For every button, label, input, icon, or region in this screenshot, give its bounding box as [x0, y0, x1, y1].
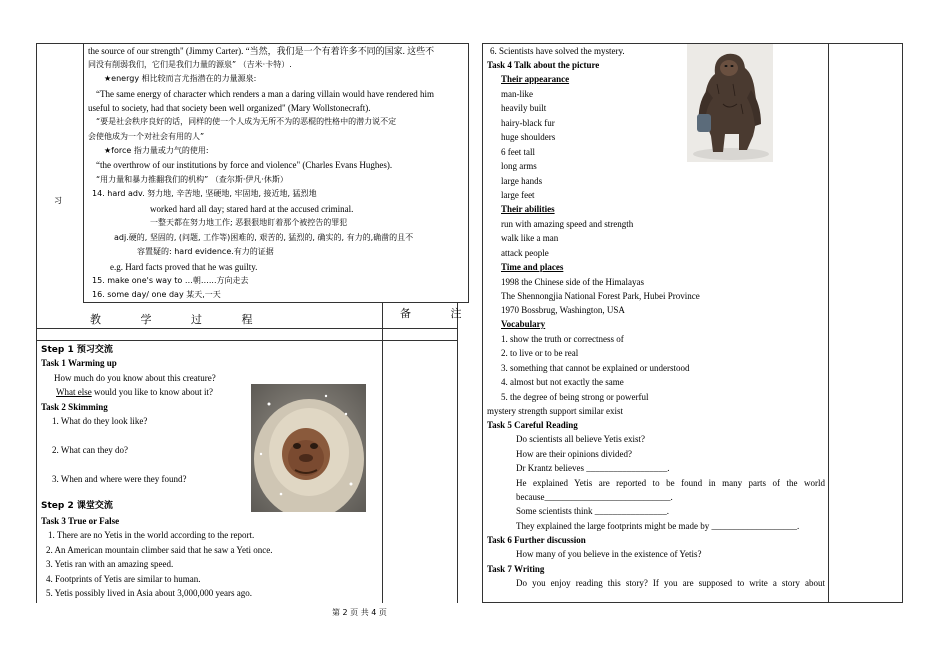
task7-title: Task 7 Writing — [487, 564, 545, 574]
ability-item: run with amazing speed and strength — [501, 219, 634, 229]
time-item: 1970 Bossbrug, Washington, USA — [501, 305, 625, 315]
task2-q1: 1. What do they look like? — [52, 416, 148, 426]
tf-item: 1. There are no Yetis in the world according to the report. — [48, 530, 255, 540]
text-line-8: ★force 指力量或力气的使用: — [104, 146, 209, 155]
appearance-item: long arms — [501, 161, 537, 171]
right-border-bottom — [482, 602, 903, 603]
time-item: The Shennongjia National Forest Park, Hubei Province — [501, 291, 700, 301]
text-line-2: 同没有削弱我们，它们是我们力量的源泉” （吉米·卡特）. — [88, 60, 292, 69]
right-notes-divider — [828, 43, 829, 603]
step2-title: Step 2 课堂交流 — [41, 501, 113, 511]
text-line-12: worked hard all day; stared hard at the accused criminal. — [150, 204, 354, 214]
appearance-item: man-like — [501, 89, 533, 99]
task5-title: Task 5 Careful Reading — [487, 420, 578, 430]
text-line-9: “the overthrow of our institutions by force and violence" (Charles Evans Hughes). — [96, 160, 393, 170]
vocab-item: 3. something that cannot be explained or understood — [501, 363, 690, 373]
left-border-left — [36, 43, 37, 603]
abilities-title: Their abilities — [501, 204, 555, 214]
ability-item: walk like a man — [501, 233, 559, 243]
task5-line: Dr Krantz believes __________________. — [516, 463, 670, 473]
yeti-face-image — [251, 384, 366, 512]
step1-title: Step 1 预习交流 — [41, 345, 113, 355]
ability-item: attack people — [501, 248, 549, 258]
task2-q3: 3. When and where were they found? — [52, 474, 187, 484]
tf-item-6: 6. Scientists have solved the mystery. — [490, 46, 625, 56]
appearance-title: Their appearance — [501, 74, 570, 84]
appearance-item: large feet — [501, 190, 535, 200]
task2-title: Task 2 Skimming — [41, 402, 108, 412]
process-header-top — [36, 328, 457, 329]
task5-line: He explained Yetis are reported to be found in many parts of the world — [516, 478, 825, 488]
task5-line: They explained the large footprints might be made by ___________________. — [516, 521, 800, 531]
vocab-item: 1. show the truth or correctness of — [501, 334, 624, 344]
side-label: 习 — [54, 196, 62, 205]
tf-item: 3. Yetis ran with an amazing speed. — [46, 559, 174, 569]
vocab-item: 5. the degree of being strong or powerful — [501, 392, 649, 402]
text-line-18: 16. some day/ one day 某天,一天 — [92, 290, 221, 299]
word-bank: mystery strength support similar exist — [487, 406, 623, 416]
task1-q2: What else would you like to know about it? — [56, 387, 213, 397]
text-line-3: ★energy 相比较而言尤指潜在的力量源泉: — [104, 74, 257, 83]
process-header-bottom — [36, 340, 457, 341]
task6-question: How many of you believe in the existence of Yetis? — [516, 549, 702, 559]
task5-line: because____________________________. — [516, 492, 673, 502]
task6-title: Task 6 Further discussion — [487, 535, 586, 545]
vocabulary-title: Vocabulary — [501, 319, 546, 329]
text-line-15: 容置疑的: hard evidence.有力的证据 — [137, 247, 274, 256]
task5-line: Do scientists all believe Yetis exist? — [516, 434, 645, 444]
left-border-right — [457, 303, 458, 603]
tf-item: 2. An American mountain climber said that he saw a Yeti once. — [46, 545, 273, 555]
text-line-7: 会使他成为一个对社会有用的人” — [88, 132, 205, 141]
task2-q2: 2. What can they do? — [52, 445, 129, 455]
notes-column-divider — [382, 303, 383, 603]
appearance-item: 6 feet tall — [501, 147, 535, 157]
task7-question: Do you enjoy reading this story? If you are supposed to write a story about — [516, 578, 825, 588]
text-line-5: useful to society, had that society been well organized" (Mary Wollstonecraft). — [88, 103, 371, 113]
text-line-4: “The same energy of character which renders a man a daring villain would have rendered him — [96, 89, 434, 99]
right-border-right — [902, 43, 903, 603]
tf-item: 4. Footprints of Yetis are similar to human. — [46, 574, 201, 584]
appearance-item: huge shoulders — [501, 132, 556, 142]
left-inner-bottom — [83, 302, 469, 303]
task4-title: Task 4 Talk about the picture — [487, 60, 600, 70]
yeti-body-image — [687, 44, 773, 162]
text-line-13: 一整天都在努力地工作; 恶狠狠地盯着那个被控告的罪犯 — [150, 218, 348, 227]
text-line-14: adj.硬的, 坚固的, (问题, 工作等)困难的, 艰苦的, 猛烈的, 确实的, 有力的,确凿的且不 — [114, 233, 414, 242]
appearance-item: large hands — [501, 176, 543, 186]
text-line-17: 15. make one's way to …朝…...方向走去 — [92, 276, 249, 285]
appearance-item: heavily built — [501, 103, 547, 113]
appearance-item: hairy-black fur — [501, 118, 555, 128]
left-inner-divider — [83, 43, 84, 303]
text-line-11: 14. hard adv. 努力地, 辛苦地, 坚硬地, 牢固地, 接近地, 猛烈地 — [92, 189, 317, 198]
text-line-1: the source of our strength" (Jimmy Carter). “当然，我们是一个有着许多不同的国家. 这些不 — [88, 46, 435, 56]
vocab-item: 2. to live or to be real — [501, 348, 579, 358]
text-line-16: e.g. Hard facts proved that he was guilty. — [110, 262, 258, 272]
task3-title: Task 3 True or False — [41, 516, 120, 526]
text-line-6: “要是社会秩序良好的话，同样的使一个人成为无所不为的恶棍的性格中的潜力说不定 — [96, 117, 397, 126]
task1-title: Task 1 Warming up — [41, 358, 117, 368]
notes-header: 备 注 — [400, 307, 480, 320]
process-header: 教 学 过 程 — [90, 313, 271, 326]
time-item: 1998 the Chinese side of the Himalayas — [501, 277, 644, 287]
text-line-10: “用力量和暴力推翻我们的机构” （查尔斯·伊凡·休斯） — [96, 175, 288, 184]
left-inner-right — [468, 43, 469, 303]
time-places-title: Time and places — [501, 262, 564, 272]
task1-q1: How much do you know about this creature? — [54, 373, 216, 383]
tf-item: 5. Yetis possibly lived in Asia about 3,000,000 years ago. — [46, 588, 252, 598]
page-footer: 第 2 页 共 4 页 — [332, 608, 387, 617]
left-border-top — [36, 43, 469, 44]
task5-line: How are their opinions divided? — [516, 449, 632, 459]
right-border-left — [482, 43, 483, 603]
task5-line: Some scientists think ________________. — [516, 506, 669, 516]
vocab-item: 4. almost but not exactly the same — [501, 377, 624, 387]
